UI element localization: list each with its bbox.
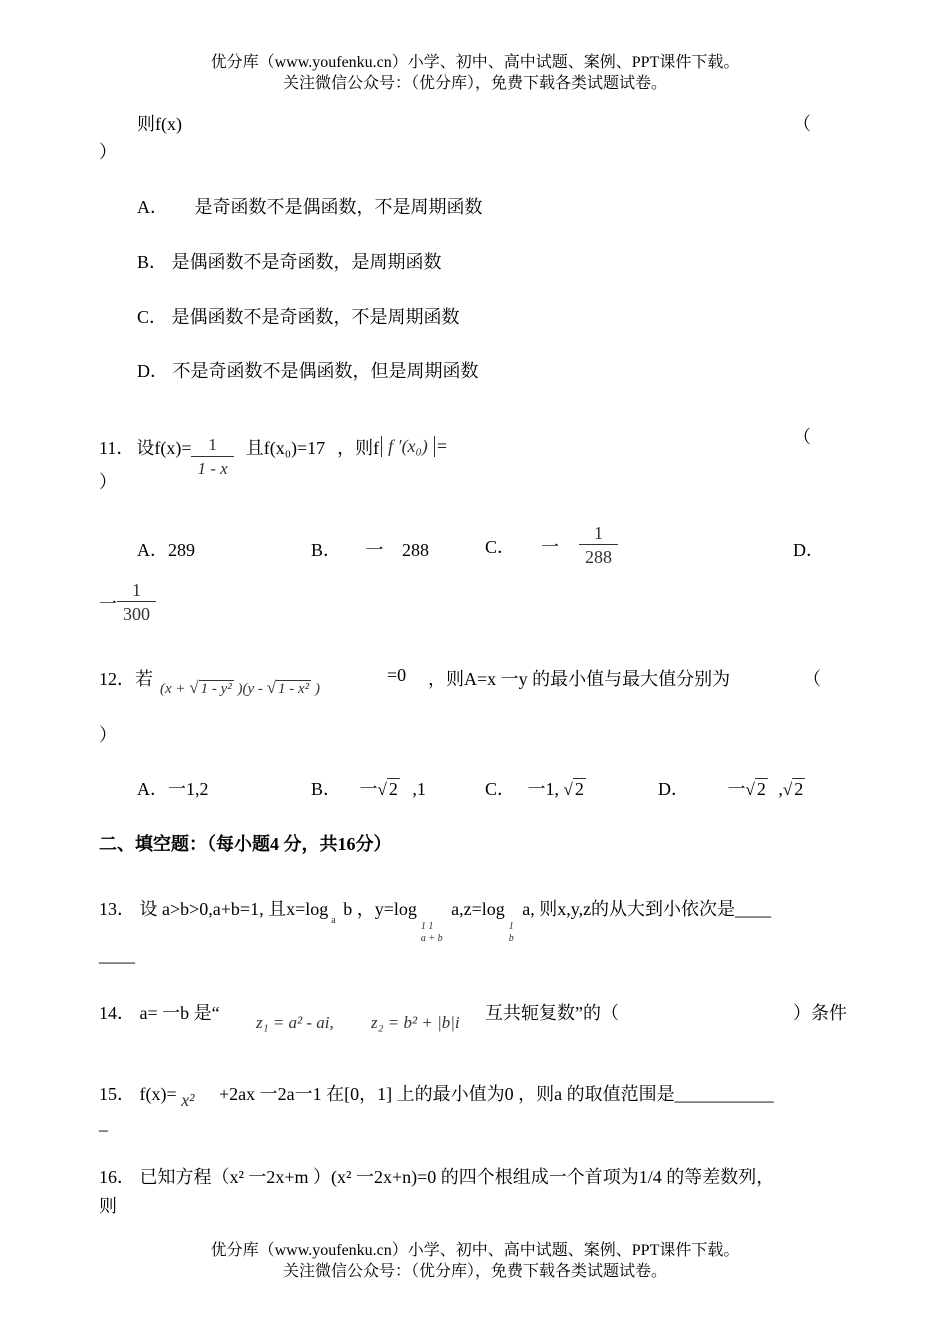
q13-continuation: ____	[99, 945, 135, 965]
q11-frac-num: 1	[208, 435, 217, 454]
option-sign: 一	[99, 593, 117, 614]
q13-text1: 设 a>b>0,a+b=1, 且x=log	[139, 899, 329, 919]
q10-tail: 则f(x)	[137, 114, 182, 134]
q14-number: 14．	[99, 1003, 135, 1023]
q12-number-text: 12．	[99, 669, 135, 689]
q13-sub-b-bot: b	[508, 933, 514, 944]
q12-expr-mid: )(y -	[237, 681, 263, 697]
option-label: C．	[485, 779, 516, 799]
q13-text4: a, 则x,y,z的从大到小依次是____	[522, 899, 772, 919]
option-text: 不是奇函数不是偶函数，但是周期函数	[172, 361, 479, 381]
q10-option-c	[137, 303, 460, 329]
q15-number: 15．	[99, 1084, 135, 1104]
q12-option-a: A．一1,2	[137, 779, 209, 799]
option-sqrt: 2	[574, 779, 584, 799]
q12-paren-close: ）	[99, 725, 117, 745]
option-fraction	[579, 522, 618, 569]
q13-text3: a,z=log	[451, 899, 505, 919]
q11-paren-close: ）	[99, 472, 117, 492]
q14-z1: z₁ = a² - ai,	[256, 1013, 334, 1032]
footer-line-2: 关注微信公众号：（优分库），免费下载各类试题试卷。	[282, 1263, 667, 1280]
q12-eq: =0	[387, 665, 407, 685]
q11-option-b	[311, 536, 429, 562]
frac-den: 300	[117, 601, 156, 626]
q10-paren-open: （	[793, 114, 811, 134]
q16-number: 16．	[99, 1167, 135, 1187]
q15-text1: f(x)=	[139, 1084, 177, 1104]
q11-fraction	[191, 434, 233, 481]
q12-option-d	[658, 775, 805, 801]
option-sqrt: 2	[756, 779, 766, 799]
q12-expr-x: (x +	[160, 681, 186, 697]
q15-line	[99, 1080, 774, 1110]
option-label: C．	[485, 536, 516, 557]
option-text: 是奇函数不是偶函数，不是周期函数	[194, 197, 483, 217]
q15-continuation: _	[99, 1113, 108, 1133]
option-text: 是偶函数不是奇函数，是周期函数	[171, 252, 442, 272]
q11-stem	[99, 412, 447, 481]
option-sqrt: 2	[794, 779, 804, 799]
header-line-1: 优分库（www.youfenku.cn）小学、初中、高中试题、案例、PPT课件下载。	[210, 54, 740, 71]
option-sqrt: 2	[388, 779, 398, 799]
q14-line	[99, 999, 220, 1025]
q12-expr-end: )	[314, 681, 320, 697]
q13-line	[99, 895, 771, 945]
q12-prefix: 若	[135, 669, 153, 689]
q11-frac-den: 1 - x	[191, 456, 233, 481]
q11-prefix: 设f(x)=	[136, 437, 192, 458]
option-pre: 一	[727, 779, 746, 799]
q16-text: 已知方程（x² 一2x+m ）(x² 一2x+n)=0 的四个根组成一个首项为1/4 的等差数列，	[139, 1167, 775, 1187]
option-label: A．	[137, 197, 168, 217]
q12-option-c	[485, 775, 586, 801]
q10-option-a	[137, 193, 483, 219]
option-label: B．	[311, 779, 342, 799]
q11-option-c	[485, 522, 618, 569]
q13-sub-y	[421, 921, 443, 945]
q11-option-d-value	[99, 579, 156, 626]
q13-text2: b ，y=log	[343, 899, 417, 919]
q11-number: 11．	[99, 437, 135, 458]
option-label: D．	[658, 779, 689, 799]
option-label: B．	[311, 540, 342, 560]
option-sign: 一	[365, 540, 384, 560]
q13-number: 13．	[99, 899, 135, 919]
radical-icon: √	[782, 780, 793, 799]
q14-text1: a= 一b 是“	[139, 1003, 220, 1023]
option-label: D．	[137, 361, 168, 381]
radical-icon: √	[377, 780, 387, 799]
q10-option-d	[137, 357, 479, 383]
q11-option-a: A．289	[137, 540, 195, 560]
option-post: ,	[778, 779, 783, 799]
q10-option-b	[137, 248, 442, 274]
radical-icon: √	[189, 678, 199, 697]
q13-sub-a: a	[331, 915, 336, 926]
q13-sub-top: 1 1	[420, 921, 434, 932]
frac-num: 1	[132, 580, 141, 600]
frac-num: 1	[594, 523, 604, 543]
q11-then: ，则f	[337, 437, 380, 458]
option-sign: 一	[541, 536, 560, 557]
q16-continuation: 则	[99, 1196, 117, 1216]
q12-rad2: 1 - x²	[278, 681, 310, 697]
radical-icon: √	[563, 780, 573, 799]
q15-text2: +2ax 一2a一1 在[0，1] 上的最小值为0 ，则a 的取值范围是___________	[219, 1084, 774, 1104]
q11-eq: =	[436, 436, 447, 456]
q16-line	[99, 1163, 774, 1189]
q14-text3: ）条件	[793, 1003, 847, 1023]
footer-line-1: 优分库（www.youfenku.cn）小学、初中、高中试题、案例、PPT课件下载。	[210, 1242, 740, 1259]
q11-expr: f ′(x₀)	[381, 436, 435, 457]
q14-text2: 互共轭复数”的（	[485, 1003, 619, 1023]
frac-den: 288	[579, 544, 618, 569]
q12-paren-open: （	[803, 669, 821, 689]
q12-number	[99, 665, 153, 691]
radical-icon: √	[745, 780, 755, 799]
q12-expression	[160, 678, 320, 698]
header-line-2: 关注微信公众号：（优分库），免费下载各类试题试卷。	[282, 75, 667, 92]
q11-condition: 且f(x₀)=17	[245, 437, 326, 458]
section-2-title: 二、填空题：（每小题4 分，共16分）	[99, 834, 392, 854]
option-label: C．	[137, 307, 168, 327]
option-label: B．	[137, 252, 168, 272]
q13-sub-bot: a + b	[420, 933, 443, 944]
q13-sub-b-top: 1	[508, 921, 514, 932]
q10-paren-close: ）	[99, 142, 117, 162]
option-value: 288	[402, 540, 430, 560]
radical-icon: √	[266, 678, 277, 697]
q14-z2: z₂ = b² + |b|i	[371, 1013, 460, 1032]
q12-text: ，则A=x 一y 的最小值与最大值分别为	[428, 669, 731, 689]
q12-option-b	[311, 775, 426, 801]
option-fraction	[117, 579, 156, 626]
q11-option-d-label: D．	[793, 540, 824, 560]
option-text: 是偶函数不是奇函数，不是周期函数	[171, 307, 460, 327]
option-post: ,1	[412, 779, 426, 799]
option-pre: 一	[359, 779, 378, 799]
q13-sub-z	[509, 921, 514, 945]
q15-xsq: x²	[181, 1090, 195, 1110]
q11-paren-open: （	[793, 427, 811, 447]
q12-rad1: 1 - y²	[200, 681, 232, 697]
option-pre: 一1,	[527, 779, 560, 799]
